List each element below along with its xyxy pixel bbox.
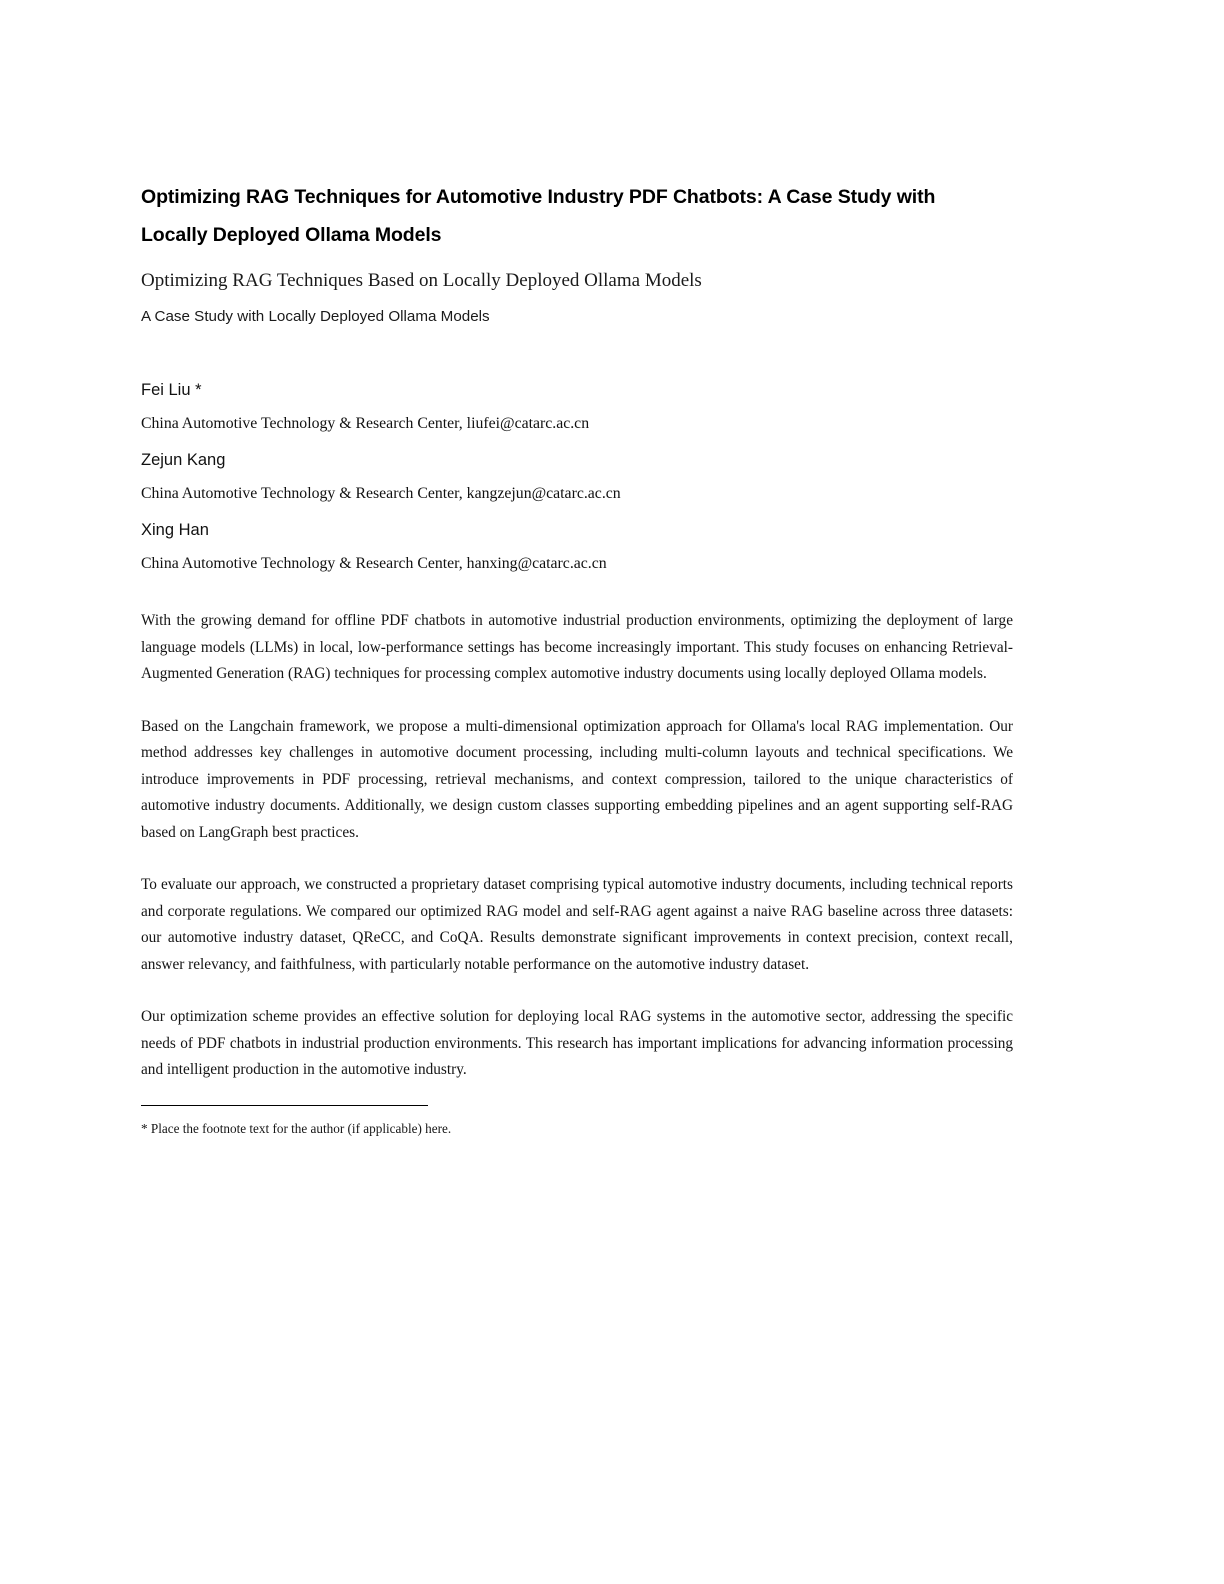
abstract-section — [141, 608, 1013, 1084]
author-name: Fei Liu * — [141, 381, 202, 399]
document-content — [141, 178, 1013, 1084]
footnote-separator-rule — [141, 1105, 428, 1106]
author-entry — [141, 448, 1013, 505]
document-sub-subtitle: A Case Study with Locally Deployed Ollama Models — [141, 308, 490, 325]
abstract-paragraph: Our optimization scheme provides an effective solution for deploying local RAG systems in the automotive sector, addressing the specific needs of PDF chatbots in industrial production environments. This research has important implications for advancing information processing and intelligent production in the automotive industry. — [141, 1008, 1013, 1078]
author-list — [141, 378, 1013, 575]
author-name: Zejun Kang — [141, 451, 226, 469]
abstract-paragraph: With the growing demand for offline PDF chatbots in automotive industrial production environments, optimizing the deployment of large language models (LLMs) in local, low-performance settings has become increasingly important. This study focuses on enhancing Retrieval-Augmented Generation (RAG) techniques for processing complex automotive industry documents using locally deployed Ollama models. — [141, 612, 1013, 682]
author-entry — [141, 378, 1013, 435]
footnote-area — [141, 1105, 1013, 1138]
author-affiliation: China Automotive Technology & Research Center, liufei@catarc.ac.cn — [141, 415, 590, 432]
abstract-paragraph: Based on the Langchain framework, we propose a multi-dimensional optimization approach for Ollama's local RAG implementation. Our method addresses key challenges in automotive document processing, including multi-column layouts and technical specifications. We introduce improvements in PDF processing, retrieval mechanisms, and context compression, tailored to the unique characteristics of automotive industry documents. Additionally, we design custom classes supporting embedding pipelines and an agent supporting self-RAG based on LangGraph best practices. — [141, 717, 1013, 841]
author-entry — [141, 518, 1013, 575]
author-affiliation: China Automotive Technology & Research Center, hanxing@catarc.ac.cn — [141, 555, 607, 572]
page-title: Optimizing RAG Techniques for Automotive Industry PDF Chatbots: A Case Study with Locally Deployed Ollama Models — [141, 186, 936, 246]
author-name: Xing Han — [141, 521, 209, 539]
author-affiliation: China Automotive Technology & Research Center, kangzejun@catarc.ac.cn — [141, 485, 621, 502]
abstract-paragraph: To evaluate our approach, we constructed a proprietary dataset comprising typical automotive industry documents, including technical reports and corporate regulations. We compared our optimized RAG model and self-RAG agent against a naive RAG baseline across three datasets: our automotive industry dataset, QReCC, and CoQA. Results demonstrate significant improvements in context precision, context recall, answer relevancy, and faithfulness, with particularly notable performance on the automotive industry dataset. — [141, 876, 1013, 973]
document-subtitle: Optimizing RAG Techniques Based on Locally Deployed Ollama Models — [141, 270, 702, 291]
footnote-text: * Place the footnote text for the author (if applicable) here. — [141, 1121, 452, 1136]
